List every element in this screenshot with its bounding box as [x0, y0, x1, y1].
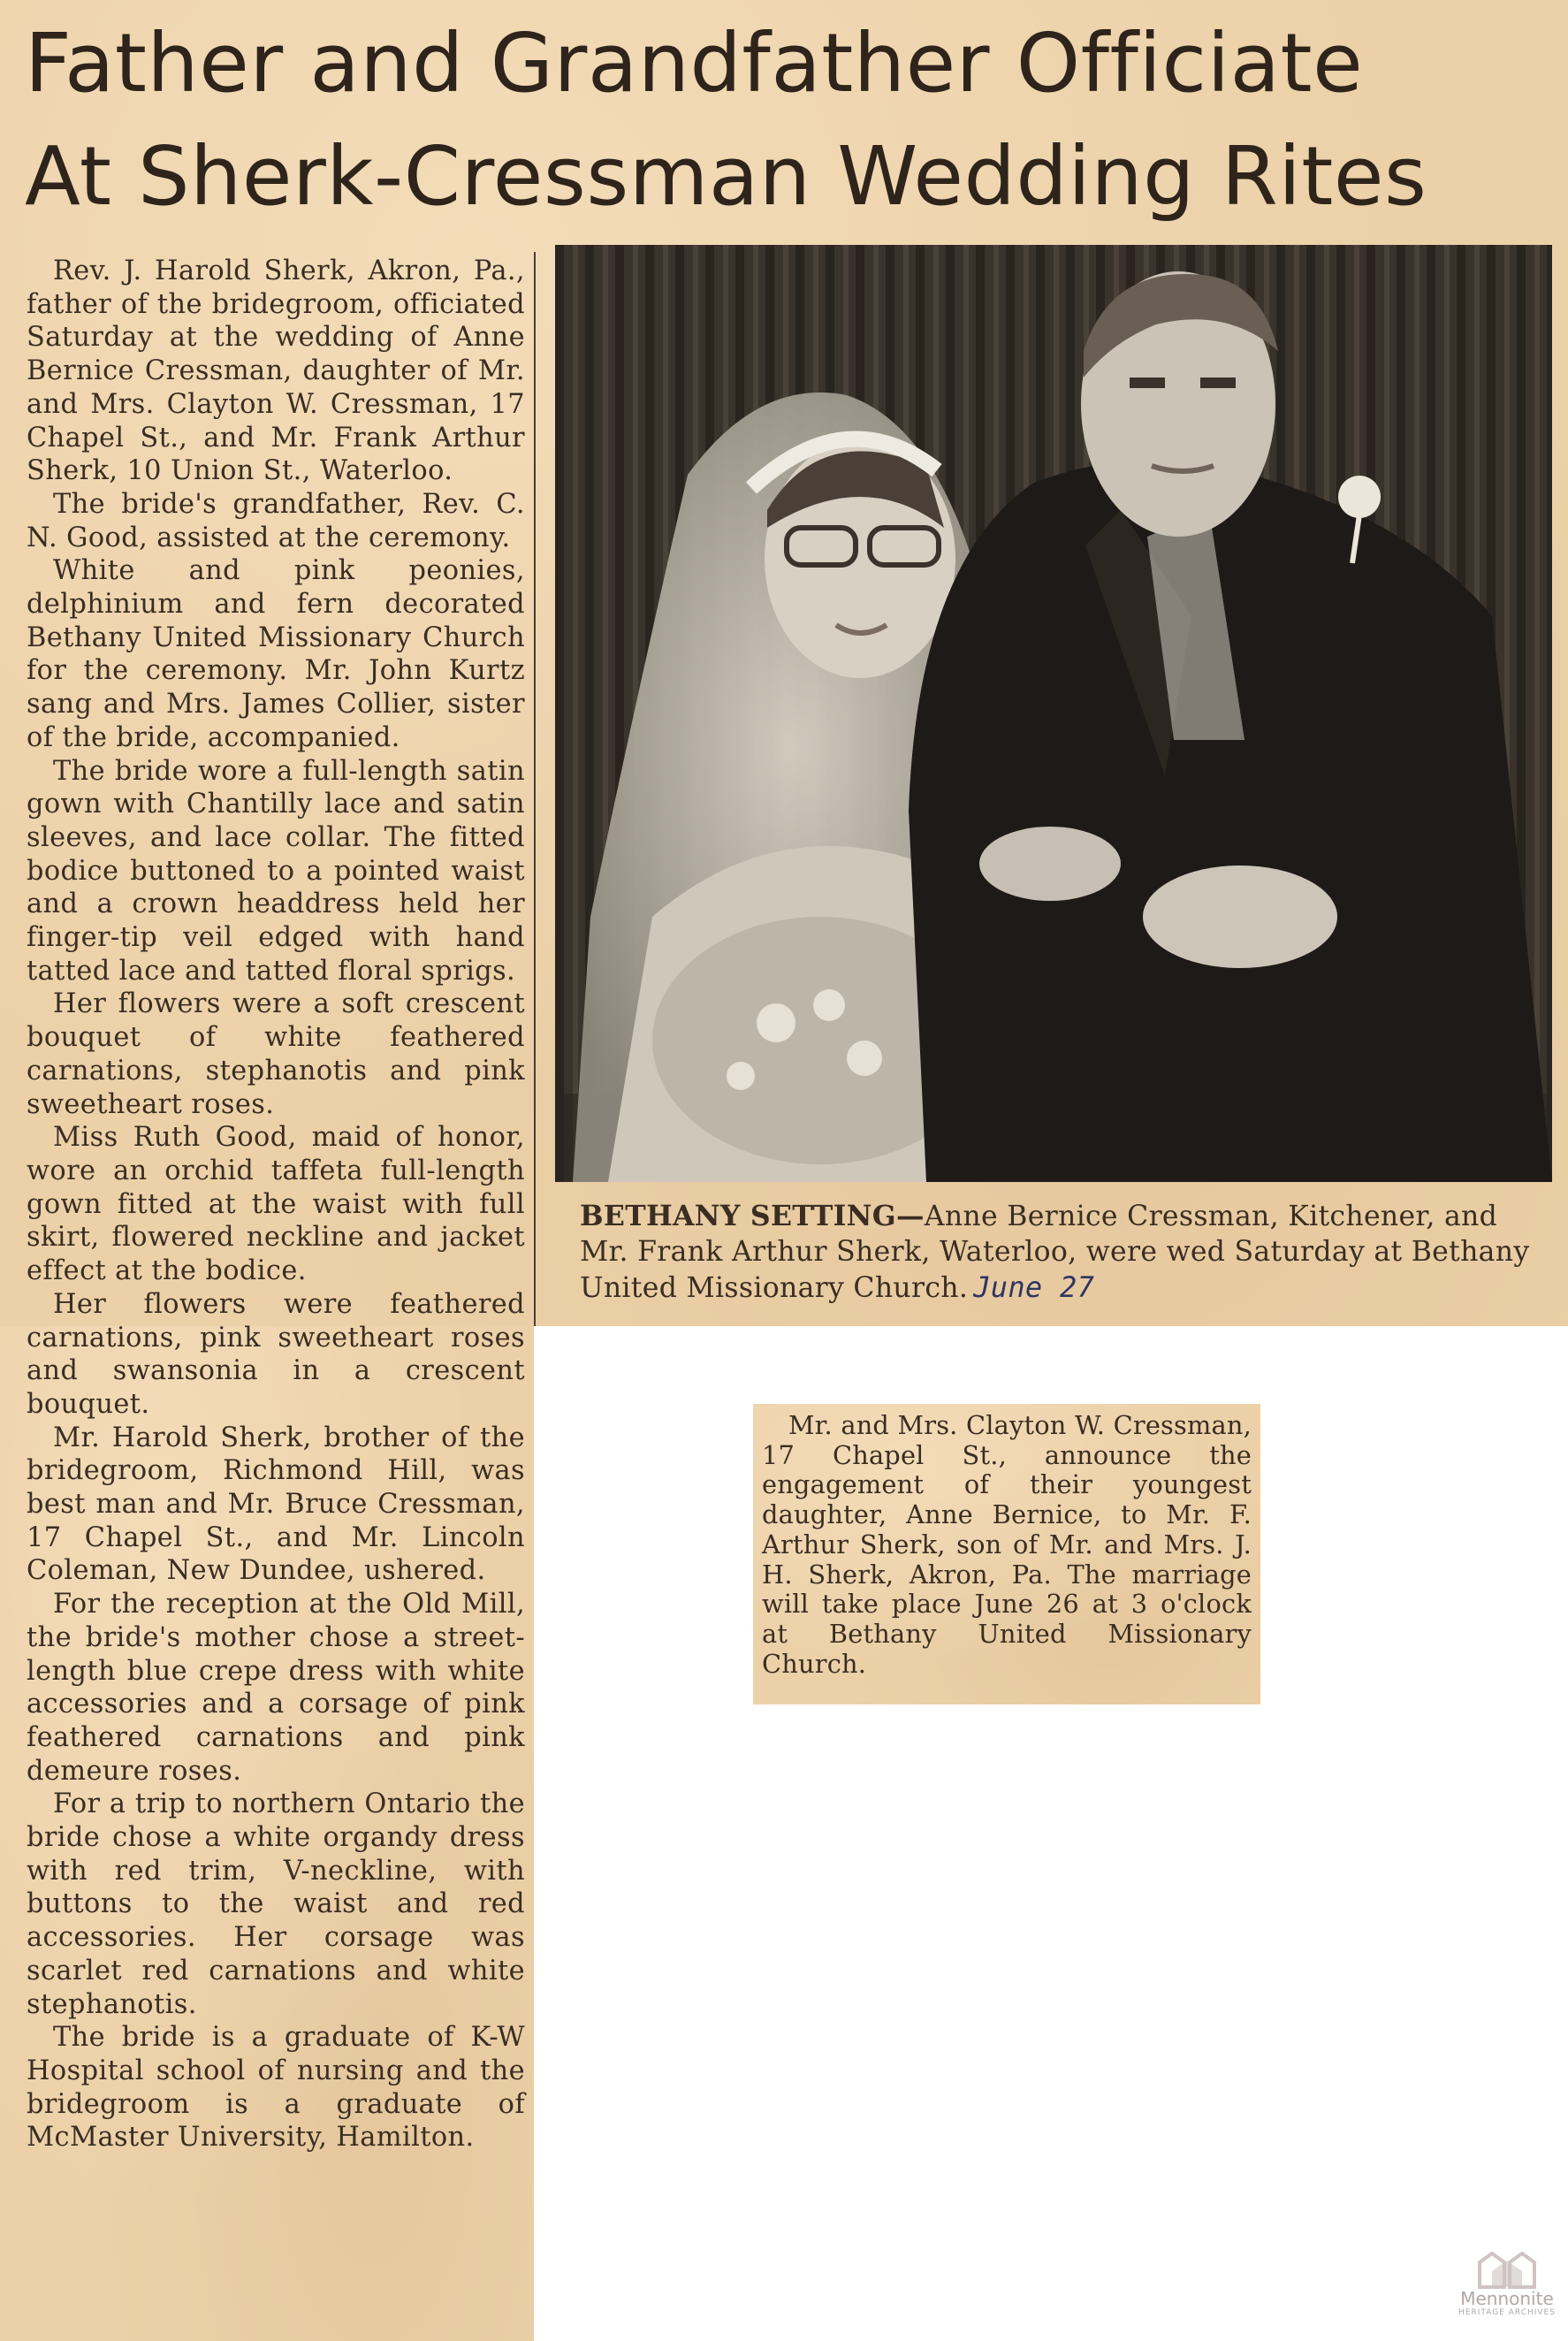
headline-line-1: Father and Grandfather Officiate [25, 16, 1364, 111]
article-paragraph: The bride wore a full-length satin gown with Chantilly lace and satin sleeves, and lace collar. The fitted bodice buttoned to a pointed waist and a crown headdress held her finger-tip veil edged with hand tatted lace and tatted floral sprigs. [27, 755, 525, 987]
article-paragraph: The bride's grandfather, Rev. C. N. Good, assisted at the ceremony. [27, 488, 525, 553]
watermark-subtitle: HERITAGE ARCHIVES [1458, 2308, 1556, 2317]
mennonite-logo-icon [1476, 2250, 1538, 2289]
column-divider [534, 252, 536, 1326]
engagement-notice [762, 1411, 1252, 1679]
engagement-text: Mr. and Mrs. Clayton W. Cressman, 17 Chapel St., announce the engagement of their youngest daughter, Anne Bernice, to Mr. F. Arthur Sherk, son of Mr. and Mrs. J. H. Sherk, Akron, Pa. The marriage will take place June 26 at 3 o'clock at Bethany United Missionary Church. [762, 1410, 1252, 1679]
wedding-photo [555, 245, 1552, 1182]
article-paragraph: Rev. J. Harold Sherk, Akron, Pa., father of the bridegroom, officiated Saturday at the wedding of Anne Bernice Cressman, daughter of Mr. and Mrs. Clayton W. Cressman, 17 Chapel St., and Mr. Frank Arthur Sherk, 10 Union St., Waterloo. [27, 255, 525, 487]
article-paragraph: For the reception at the Old Mill, the bride's mother chose a street-length blue crepe dress with white accessories and a corsage of pink feathered carnations and pink demeure roses. [27, 1589, 525, 1787]
article-paragraph: Miss Ruth Good, maid of honor, wore an orchid taffeta full-length gown fitted at the waist with full skirt, flowered neckline and jacket effect at the bodice. [27, 1122, 525, 1287]
headline-line-2: At Sherk-Cressman Wedding Rites [25, 129, 1427, 224]
article-paragraph: Her flowers were feathered carnations, pink sweetheart roses and swansonia in a crescent bouquet. [27, 1288, 525, 1420]
caption-text: Anne Bernice Cressman, Kitchener, and Mr. Frank Arthur Sherk, Waterloo, were wed Saturday at Bethany United Missionary Church. [580, 1201, 1530, 1304]
caption-lead: BETHANY SETTING— [580, 1200, 925, 1232]
article-paragraph: Mr. Harold Sherk, brother of the bridegroom, Richmond Hill, was best man and Mr. Bruce Cressman, 17 Chapel St., and Mr. Lincoln Coleman, New Dundee, ushered. [27, 1422, 525, 1587]
article-paragraph: Her flowers were a soft crescent bouquet of white feathered carnations, stephanotis and pink sweetheart roses. [27, 988, 525, 1120]
article-paragraph: White and pink peonies, delphinium and fern decorated Bethany United Missionary Church for the ceremony. Mr. John Kurtz sang and Mrs. James Collier, sister of the bride, accompanied. [27, 555, 525, 753]
photo-caption [580, 1199, 1545, 1306]
handwritten-date: June 27 [973, 1270, 1095, 1304]
archive-watermark [1458, 2250, 1556, 2334]
watermark-name: Mennonite [1460, 2288, 1554, 2309]
wedding-photo-illustration [555, 245, 1552, 1182]
article-body [27, 255, 525, 2154]
article-paragraph: The bride is a graduate of K-W Hospital school of nursing and the bridegroom is a graduate of McMaster University, Hamilton. [27, 2022, 525, 2154]
article-paragraph: For a trip to northern Ontario the bride chose a white organdy dress with red trim, V-neckline, with buttons to the waist and red accessories. Her corsage was scarlet red carnations and white stephanotis. [27, 1788, 525, 2020]
